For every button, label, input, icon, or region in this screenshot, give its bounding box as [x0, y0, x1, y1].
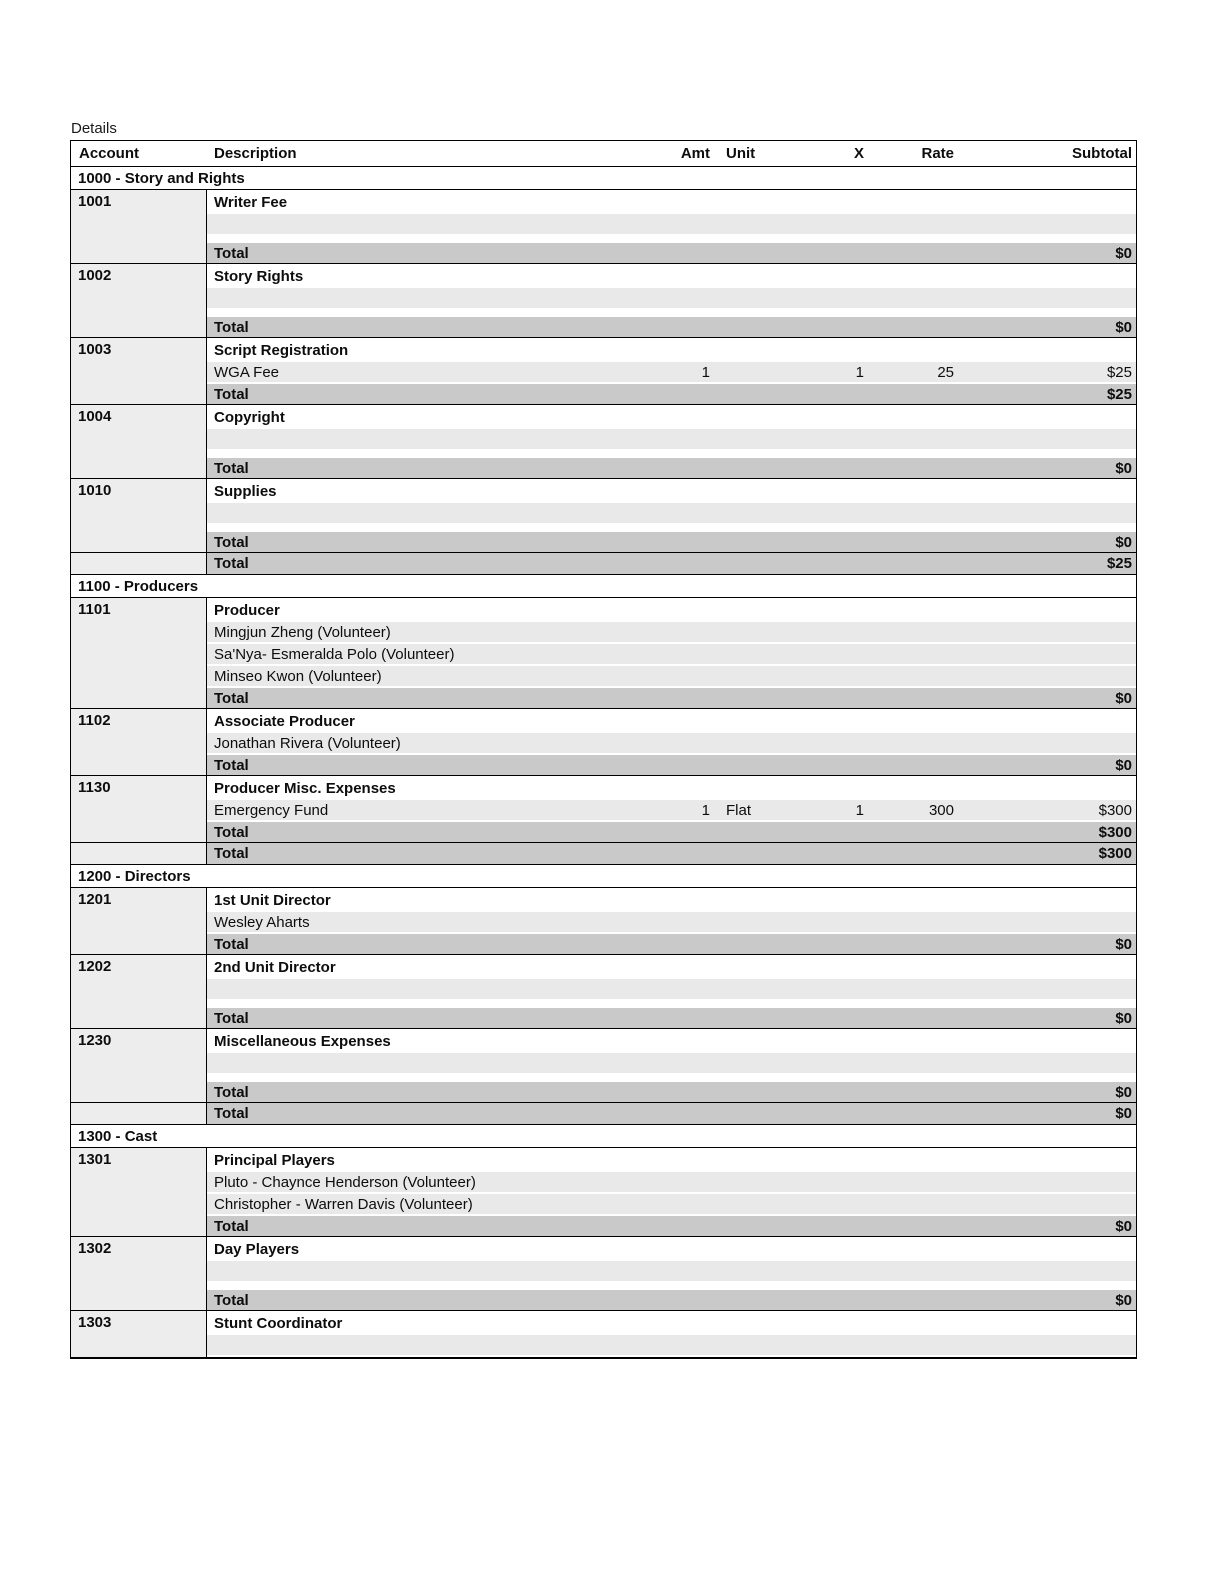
- category-name: Principal Players: [214, 1151, 335, 1169]
- total-row-account: [207, 1216, 1136, 1236]
- category-row: [207, 405, 1136, 429]
- account-rows: [207, 955, 1136, 1028]
- account-block: [71, 888, 1136, 955]
- total-label: Total: [214, 244, 249, 262]
- line-item-row: [207, 644, 1136, 664]
- line-item-row: [207, 429, 1136, 449]
- total-row-account: [207, 317, 1136, 337]
- account-number: 1003: [78, 341, 112, 358]
- table-header-row: [71, 141, 1136, 167]
- total-value-account: $0: [1115, 533, 1132, 551]
- account-block: [71, 955, 1136, 1029]
- total-value-account: $0: [1115, 1009, 1132, 1027]
- account-block: [71, 405, 1136, 479]
- total-row-section: [207, 1103, 1136, 1124]
- category-row: [207, 598, 1136, 622]
- line-item-row: [207, 622, 1136, 642]
- section-total-left-cell: [71, 553, 207, 574]
- account-number: 1303: [78, 1314, 112, 1331]
- line-item-row: [207, 979, 1136, 999]
- total-value-account: $0: [1115, 1217, 1132, 1235]
- item-amt: 1: [701, 801, 710, 819]
- account-number-cell: [71, 776, 207, 842]
- account-block: [71, 709, 1136, 776]
- account-number: 1010: [78, 482, 112, 499]
- empty-row-spacer: [207, 310, 1136, 317]
- account-rows: [207, 1029, 1136, 1102]
- total-value-account: $0: [1115, 318, 1132, 336]
- account-rows: [207, 479, 1136, 552]
- account-number-cell: [71, 1029, 207, 1102]
- empty-row-spacer: [207, 1075, 1136, 1082]
- col-header-x: X: [853, 145, 864, 162]
- category-name: Supplies: [214, 482, 277, 500]
- total-label: Total: [214, 459, 249, 477]
- col-header-description: Description: [214, 145, 297, 162]
- account-number-cell: [71, 1311, 207, 1357]
- total-value-section: $25: [1106, 555, 1132, 572]
- budget-details-table: [70, 140, 1137, 1359]
- item-rate: 25: [937, 363, 954, 381]
- section-total-row: [71, 843, 1136, 865]
- col-header-account: Account: [79, 145, 139, 162]
- category-row: [207, 888, 1136, 912]
- total-row-account: [207, 1008, 1136, 1028]
- line-item-row: [207, 1194, 1136, 1214]
- account-number: 1302: [78, 1240, 112, 1257]
- account-number: 1101: [78, 601, 111, 618]
- line-item-row: [207, 800, 1136, 820]
- total-label: Total: [214, 555, 249, 572]
- item-description: Pluto - Chaynce Henderson (Volunteer): [214, 1173, 476, 1191]
- header-columns: [207, 145, 1136, 162]
- account-number-cell: [71, 709, 207, 775]
- total-label: Total: [214, 1009, 249, 1027]
- account-rows: [207, 888, 1136, 954]
- account-number-cell: [71, 264, 207, 337]
- total-value-account: $0: [1115, 1083, 1132, 1101]
- category-name: Producer: [214, 601, 280, 619]
- total-value-account: $25: [1106, 385, 1132, 403]
- line-item-row: [207, 733, 1136, 753]
- total-row-account: [207, 1082, 1136, 1102]
- account-block: [71, 338, 1136, 405]
- total-value-account: $300: [1098, 823, 1132, 841]
- total-row-account: [207, 755, 1136, 775]
- account-number-cell: [71, 955, 207, 1028]
- line-item-row: [207, 1261, 1136, 1281]
- category-name: Stunt Coordinator: [214, 1314, 343, 1332]
- total-label: Total: [214, 823, 249, 841]
- account-block: [71, 190, 1136, 264]
- account-rows: [207, 405, 1136, 478]
- account-number: 1004: [78, 408, 112, 425]
- total-value-account: $0: [1115, 1291, 1132, 1309]
- line-item-row: [207, 912, 1136, 932]
- account-number: 1202: [78, 958, 112, 975]
- section-header-row: [71, 575, 1136, 598]
- total-row-account: [207, 243, 1136, 263]
- account-number-cell: [71, 598, 207, 708]
- account-number-cell: [71, 479, 207, 552]
- section-name: 1000 - Story and Rights: [78, 169, 245, 187]
- total-row-account: [207, 822, 1136, 842]
- category-name: Producer Misc. Expenses: [214, 779, 396, 797]
- category-name: Miscellaneous Expenses: [214, 1032, 391, 1050]
- category-row: [207, 1029, 1136, 1053]
- account-number: 1001: [78, 193, 112, 210]
- empty-row-spacer: [207, 525, 1136, 532]
- total-label: Total: [214, 1105, 249, 1122]
- account-number: 1002: [78, 267, 112, 284]
- item-subtotal: $300: [1098, 801, 1132, 819]
- total-value-account: $0: [1115, 459, 1132, 477]
- total-label: Total: [214, 1083, 249, 1101]
- section-name: 1100 - Producers: [78, 577, 199, 595]
- account-rows: [207, 776, 1136, 842]
- empty-row-spacer: [207, 451, 1136, 458]
- account-block: [71, 1029, 1136, 1103]
- line-item-row: [207, 362, 1136, 382]
- total-label: Total: [214, 318, 249, 336]
- table-body: [71, 167, 1136, 1358]
- total-row-account: [207, 934, 1136, 954]
- total-label: Total: [214, 385, 249, 403]
- account-rows: [207, 338, 1136, 404]
- item-x: 1: [855, 363, 864, 381]
- category-name: 1st Unit Director: [214, 891, 331, 909]
- total-row-account: [207, 458, 1136, 478]
- col-header-unit: Unit: [726, 145, 756, 162]
- item-subtotal: $25: [1106, 363, 1132, 381]
- total-label: Total: [214, 845, 249, 862]
- total-label: Total: [214, 689, 249, 707]
- account-number: 1201: [78, 891, 112, 908]
- empty-row-spacer: [207, 236, 1136, 243]
- line-item-row: [207, 1053, 1136, 1073]
- item-description: Christopher - Warren Davis (Volunteer): [214, 1195, 473, 1213]
- category-row: [207, 190, 1136, 214]
- total-label: Total: [214, 1291, 249, 1309]
- account-block: [71, 264, 1136, 338]
- item-description: Emergency Fund: [214, 801, 329, 819]
- line-item-row: [207, 214, 1136, 234]
- line-item-row: [207, 1172, 1136, 1192]
- category-name: Associate Producer: [214, 712, 355, 730]
- section-total-left-cell: [71, 843, 207, 864]
- total-row-account: [207, 532, 1136, 552]
- account-number: 1230: [78, 1032, 112, 1049]
- total-row-account: [207, 384, 1136, 404]
- category-name: Story Rights: [214, 267, 304, 285]
- total-value-account: $0: [1115, 935, 1132, 953]
- total-label: Total: [214, 1217, 249, 1235]
- col-header-amt: Amt: [680, 145, 710, 162]
- total-row-account: [207, 1290, 1136, 1310]
- account-number-cell: [71, 338, 207, 404]
- account-block: [71, 598, 1136, 709]
- item-description: Wesley Aharts: [214, 913, 310, 931]
- category-row: [207, 479, 1136, 503]
- section-name: 1200 - Directors: [78, 867, 191, 885]
- category-row: [207, 264, 1136, 288]
- section-name: 1300 - Cast: [78, 1127, 158, 1145]
- account-number-cell: [71, 1148, 207, 1236]
- account-rows: [207, 190, 1136, 263]
- line-item-row: [207, 666, 1136, 686]
- account-block: [71, 1237, 1136, 1311]
- account-rows: [207, 598, 1136, 708]
- section-total-row: [71, 1103, 1136, 1125]
- category-row: [207, 1237, 1136, 1261]
- section-header-row: [71, 167, 1136, 190]
- item-amt: 1: [701, 363, 710, 381]
- account-rows: [207, 1148, 1136, 1236]
- total-row-section: [207, 843, 1136, 864]
- account-rows: [207, 1237, 1136, 1310]
- category-name: Copyright: [214, 408, 285, 426]
- account-number: 1102: [78, 712, 111, 729]
- category-name: Script Registration: [214, 341, 349, 359]
- section-total-left-cell: [71, 1103, 207, 1124]
- col-header-subtotal: Subtotal: [1072, 145, 1132, 162]
- total-value-section: $300: [1098, 845, 1132, 862]
- account-block: [71, 479, 1136, 553]
- total-value-account: $0: [1115, 756, 1132, 774]
- category-row: [207, 709, 1136, 733]
- total-value-account: $0: [1115, 244, 1132, 262]
- category-row: [207, 338, 1136, 362]
- section-header-row: [71, 1125, 1136, 1148]
- col-header-rate: Rate: [921, 145, 954, 162]
- item-description: Jonathan Rivera (Volunteer): [214, 734, 401, 752]
- total-value-section: $0: [1115, 1105, 1132, 1122]
- account-block: [71, 776, 1136, 843]
- line-item-row: [207, 288, 1136, 308]
- account-number-cell: [71, 405, 207, 478]
- account-number: 1130: [78, 779, 111, 796]
- total-label: Total: [214, 756, 249, 774]
- total-row-account: [207, 688, 1136, 708]
- item-x: 1: [855, 801, 864, 819]
- empty-row-spacer: [207, 1283, 1136, 1290]
- section-header-row: [71, 865, 1136, 888]
- category-row: [207, 1148, 1136, 1172]
- total-row-section: [207, 553, 1136, 574]
- account-number: 1301: [78, 1151, 112, 1168]
- account-number-cell: [71, 190, 207, 263]
- account-number-cell: [71, 888, 207, 954]
- account-block: [71, 1311, 1136, 1358]
- account-block: [71, 1148, 1136, 1237]
- line-item-row: [207, 1335, 1136, 1355]
- account-number-cell: [71, 1237, 207, 1310]
- item-description: WGA Fee: [214, 363, 280, 381]
- account-rows: [207, 709, 1136, 775]
- category-name: Day Players: [214, 1240, 300, 1258]
- item-rate: 300: [928, 801, 954, 819]
- item-description: Sa'Nya- Esmeralda Polo (Volunteer): [214, 645, 455, 663]
- category-name: 2nd Unit Director: [214, 958, 336, 976]
- line-item-row: [207, 503, 1136, 523]
- item-description: Minseo Kwon (Volunteer): [214, 667, 382, 685]
- category-row: [207, 1311, 1136, 1335]
- total-value-account: $0: [1115, 689, 1132, 707]
- total-label: Total: [214, 935, 249, 953]
- details-label: Details: [71, 120, 117, 137]
- total-label: Total: [214, 533, 249, 551]
- account-rows: [207, 264, 1136, 337]
- account-rows: [207, 1311, 1136, 1357]
- item-unit: Flat: [726, 801, 752, 819]
- category-row: [207, 955, 1136, 979]
- category-row: [207, 776, 1136, 800]
- empty-row-spacer: [207, 1001, 1136, 1008]
- category-name: Writer Fee: [214, 193, 288, 211]
- section-total-row: [71, 553, 1136, 575]
- item-description: Mingjun Zheng (Volunteer): [214, 623, 391, 641]
